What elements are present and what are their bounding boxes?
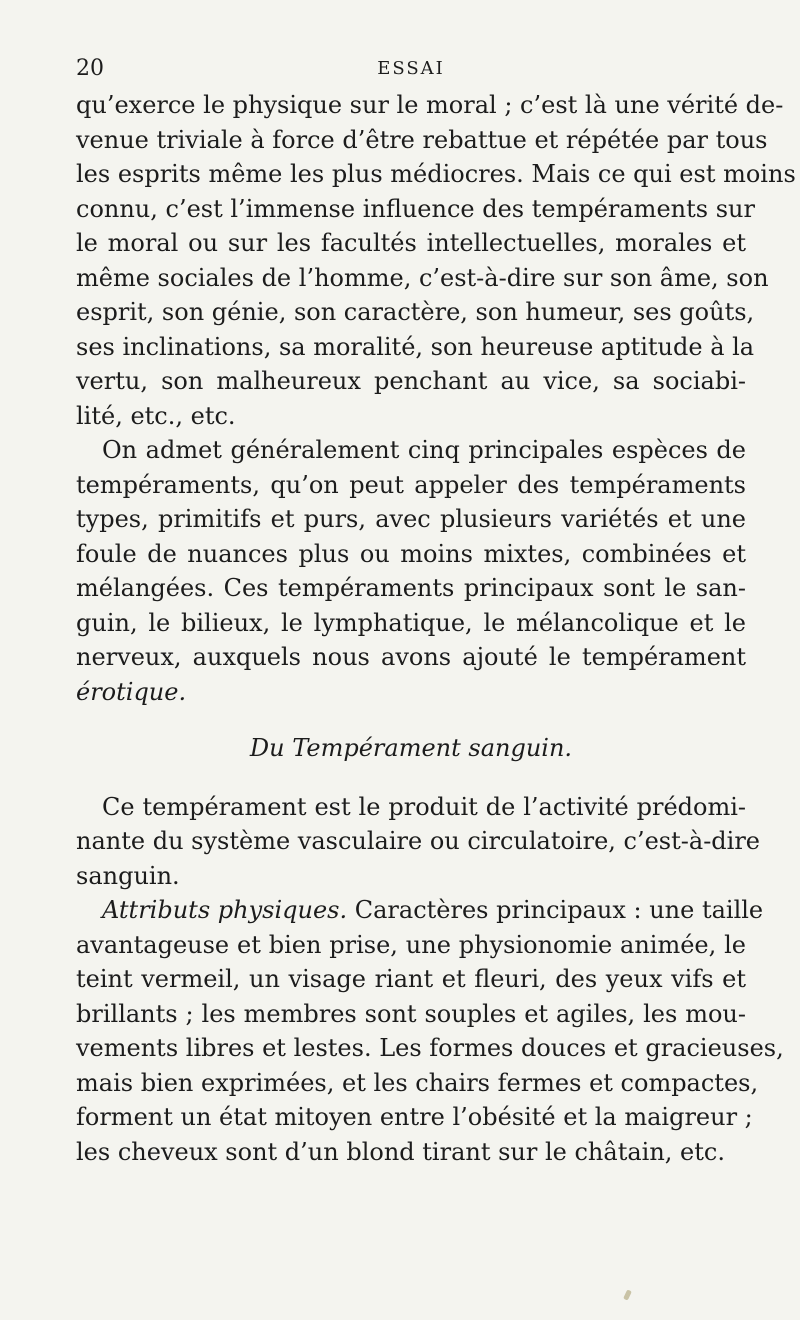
text-line: venue triviale à force d’être rebattue et répétée par tous [76, 125, 768, 154]
text-line: vements libres et lestes. Les formes douces et gracieuses, [76, 1034, 784, 1062]
italic-term: érotique. [76, 677, 187, 706]
text-line: teint vermeil, un visage riant et fleuri, des yeux vifs et [76, 965, 746, 993]
text-line: types, primitifs et purs, avec plusieurs variétés et une [76, 505, 746, 533]
text-line: On admet généralement cinq principales espèces de [102, 436, 746, 464]
paragraph-4 [76, 893, 784, 1169]
text-line: qu’exerce le physique sur le moral ; c’est là une vérité de- [76, 91, 784, 119]
text-line: Ce tempérament est le produit de l’activité prédomi- [102, 792, 746, 821]
page-header [76, 56, 746, 90]
page-number: 20 [76, 56, 104, 81]
text-line: mélangées. Ces tempéraments principaux sont le san- [76, 574, 746, 602]
text-line: même sociales de l’homme, c’est-à-dire sur son âme, son [76, 263, 769, 292]
text-line: ses inclinations, sa moralité, son heureuse aptitude à la [76, 332, 755, 361]
text-line: mais bien exprimées, et les chairs fermes et compactes, [76, 1068, 759, 1097]
text-line [76, 675, 746, 710]
italic-lead: Attributs physiques. [102, 896, 348, 924]
text-line [76, 893, 764, 928]
text-line: foule de nuances plus ou moins mixtes, combinées et [76, 539, 746, 568]
text-line: nante du système vasculaire ou circulatoire, c’est-à-dire [76, 827, 761, 855]
paper-speck [623, 1289, 632, 1300]
text-line: brillants ; les membres sont souples et agiles, les mou- [76, 999, 746, 1028]
text-line: avantageuse et bien prise, une physionomie animée, le [76, 930, 746, 959]
text-line: connu, c’est l’immense influence des tempéraments sur [76, 194, 755, 223]
text-line: esprit, son génie, son caractère, son humeur, ses goûts, [76, 298, 755, 326]
text-line: vertu, son malheureux penchant au vice, sa sociabi- [76, 367, 746, 395]
text-line: lité, etc., etc. [76, 401, 236, 430]
text-line: les cheveux sont d’un blond tirant sur le châtain, etc. [76, 1137, 725, 1166]
body-text [76, 88, 796, 1169]
text-line: nerveux, auxquels nous avons ajouté le tempérament [76, 643, 746, 671]
text-line: le moral ou sur les facultés intellectuelles, morales et [76, 229, 746, 257]
section-heading: Du Tempérament sanguin. [249, 734, 573, 762]
text-line: sanguin. [76, 861, 180, 890]
paragraph-1 [76, 88, 796, 433]
paragraph-2 [76, 433, 746, 709]
lead-text: Caractères principaux : une taille [347, 896, 764, 924]
running-title: ESSAI [377, 58, 445, 79]
text-line: les esprits même les plus médiocres. Mais ce qui est moins [76, 160, 796, 188]
text-line: forment un état mitoyen entre l’obésité et la maigreur ; [76, 1103, 753, 1131]
paragraph-3 [76, 790, 761, 894]
text-line: tempéraments, qu’on peut appeler des tempéraments [76, 470, 746, 499]
text-line: guin, le bilieux, le lymphatique, le mélancolique et le [76, 608, 746, 637]
